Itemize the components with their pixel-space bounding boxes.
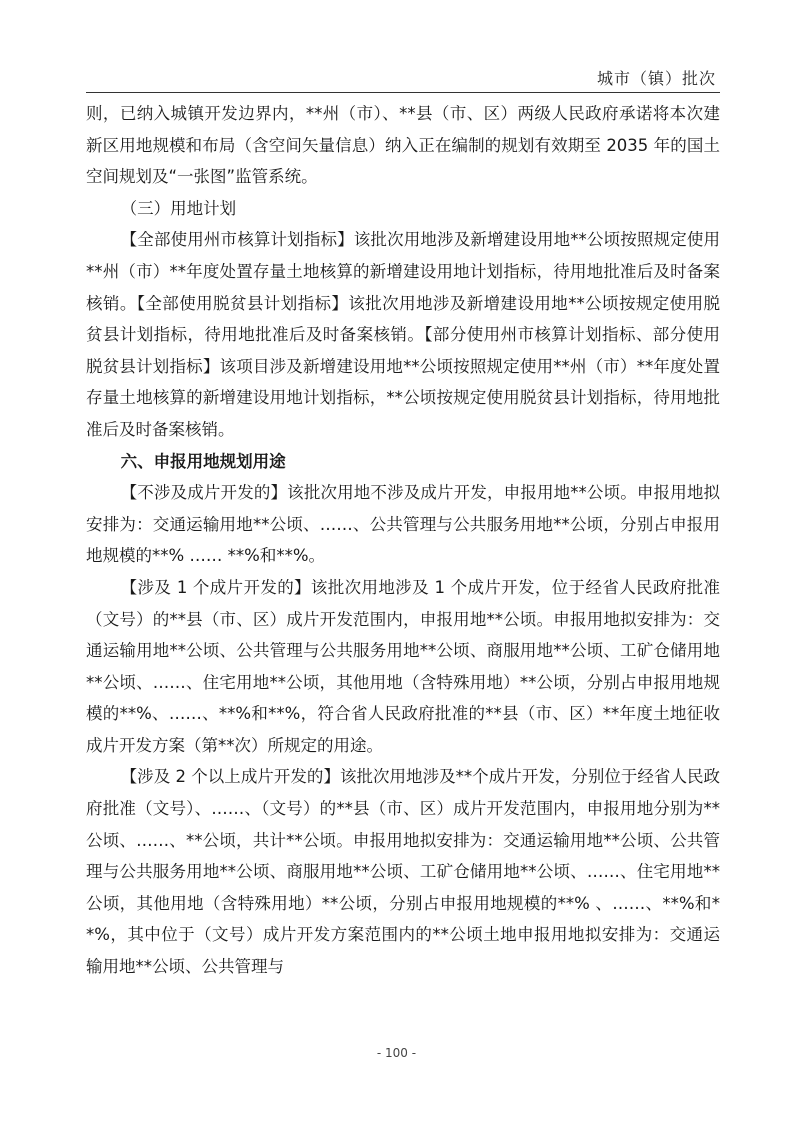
header-title: 城市（镇）批次 (596, 69, 716, 88)
page-header (86, 60, 720, 93)
subsection-heading-land-plan: （三）用地计划 (120, 198, 237, 218)
paragraph-land-plan: 【全部使用州市核算计划指标】该批次用地涉及新增建设用地**公顷按照规定使用**州（市）**年度处置存量土地核算的新增建设用地计划指标，待用地批准后及时备案核销。【全部使用脱贫县计划指标】该批次用地涉及新增建设用地**公顷按规定使用脱贫县计划指标，待用地批准后及时备案核销。【部分使用州市核算计划指标、部分使用脱贫县计划指标】该项目涉及新增建设用地**公顷按照规定使用**州（市）**年度处置存量土地核算的新增建设用地计划指标，**公顷按规定使用脱贫县计划指标，待用地批准后及时备案核销。 (86, 230, 720, 439)
page-number: - 100 - (376, 1046, 417, 1060)
paragraph-continuation: 则，已纳入城镇开发边界内，**州（市）、**县（市、区）两级人民政府承诺将本次建新区用地规模和布局（含空间矢量信息）纳入正在编制的规划有效期至 2035 年的国土空间规划及“一张图”监管系统。 (86, 104, 720, 187)
paragraph-multiple-developments: 【涉及 2 个以上成片开发的】该批次用地涉及**个成片开发，分别位于经省人民政府批准（文号）、……、（文号）的**县（市、区）成片开发范围内，申报用地分别为**公顷、……、**公顷，共计**公顷。申报用地拟安排为：交通运输用地**公顷、公共管理与公共服务用地**公顷、商服用地**公顷、工矿仓储用地**公顷、……、住宅用地**公顷，其他用地（含特殊用地）**公顷，分别占申报用地规模的**% 、……、**%和**%，其中位于（文号）成片开发方案范围内的**公顷土地申报用地拟安排为：交通运输用地**公顷、公共管理与 (86, 767, 720, 977)
document-body (86, 98, 720, 983)
section-heading-land-use: 六、申报用地规划用途 (120, 451, 286, 471)
paragraph-no-development: 【不涉及成片开发的】该批次用地不涉及成片开发，申报用地**公顷。申报用地拟安排为：交通运输用地**公顷、……、公共管理与公共服务用地**公顷，分别占申报用地规模的**% …… **%和**%。 (86, 483, 720, 566)
paragraph-one-development: 【涉及 1 个成片开发的】该批次用地涉及 1 个成片开发，位于经省人民政府批准（文号）的**县（市、区）成片开发范围内，申报用地**公顷。申报用地拟安排为：交通运输用地**公顷、公共管理与公共服务用地**公顷、商服用地**公顷、工矿仓储用地**公顷、……、住宅用地**公顷，其他用地（含特殊用地）**公顷，分别占申报用地规模的**%、……、**%和**%，符合省人民政府批准的**县（市、区）**年度土地征收成片开发方案（第**次）所规定的用途。 (86, 577, 720, 755)
